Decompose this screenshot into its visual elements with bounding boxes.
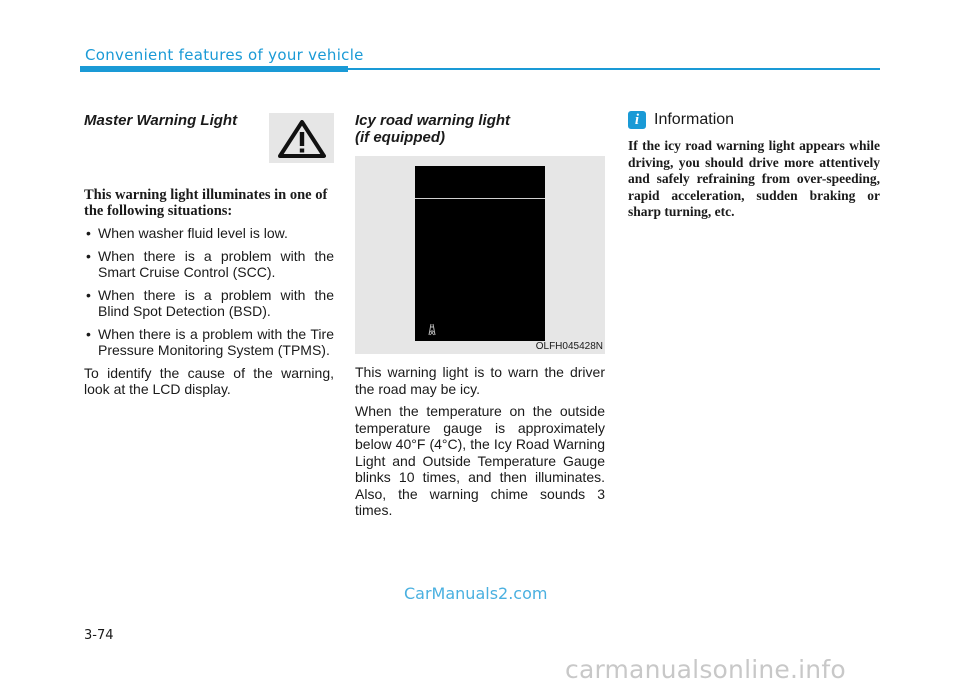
- master-warning-paragraph: To identify the cause of the warning, look at the LCD display.: [84, 364, 334, 397]
- information-section: [628, 108, 880, 221]
- cluster-figure: [355, 156, 605, 354]
- icy-road-icon: [425, 322, 439, 336]
- information-text: If the icy road warning light appears while driving, you should drive more attentively and safely refraining from over-speeding, rapid acceleration, sudden braking or sharp turning, etc.: [628, 138, 880, 219]
- figure-code: OLFH045428N: [535, 341, 603, 352]
- master-warning-list: [84, 225, 334, 359]
- warning-triangle-icon: [278, 120, 326, 158]
- icy-road-title-line1: Icy road warning light: [355, 112, 511, 129]
- icy-road-section: [355, 108, 605, 525]
- information-title: Information: [654, 111, 735, 128]
- watermark-link-bottom[interactable]: carmanualsonline.info: [565, 655, 846, 684]
- header-title: Convenient features of your vehicle: [85, 46, 364, 64]
- warning-icon-box: [269, 113, 334, 163]
- list-item: • When there is a problem with the Smart Cruise Control (SCC).: [84, 248, 334, 281]
- icy-road-paragraph: When the temperature on the outside temperature gauge is approximately below 40°F (4°C), the Icy Road Warning Light and Outside Temperature Gauge blinks 10 times, and then illuminates. Also, the warning chime sounds 3 times.: [355, 403, 605, 518]
- info-icon: i: [628, 111, 646, 129]
- list-item: • When there is a problem with the Tire Pressure Monitoring System (TPMS).: [84, 326, 334, 359]
- header-bar-left: [80, 66, 348, 72]
- watermark-link-top[interactable]: CarManuals2.com: [404, 584, 548, 603]
- header-bar-right: [348, 68, 880, 70]
- master-warning-intro: This warning light illuminates in one of the following situations:: [84, 187, 328, 219]
- information-header: [628, 110, 880, 130]
- list-item: • When there is a problem with the Blind Spot Detection (BSD).: [84, 287, 334, 320]
- icy-road-title-line2: (if equipped): [355, 129, 445, 146]
- icy-road-paragraph: This warning light is to warn the driver the road may be icy.: [355, 364, 605, 397]
- master-warning-section: [84, 108, 334, 404]
- master-warning-title: Master Warning Light: [84, 112, 238, 129]
- cluster-display: [415, 166, 545, 341]
- display-divider: [415, 166, 545, 199]
- page-number: 3-74: [84, 628, 114, 643]
- list-item: • When washer fluid level is low.: [84, 225, 334, 242]
